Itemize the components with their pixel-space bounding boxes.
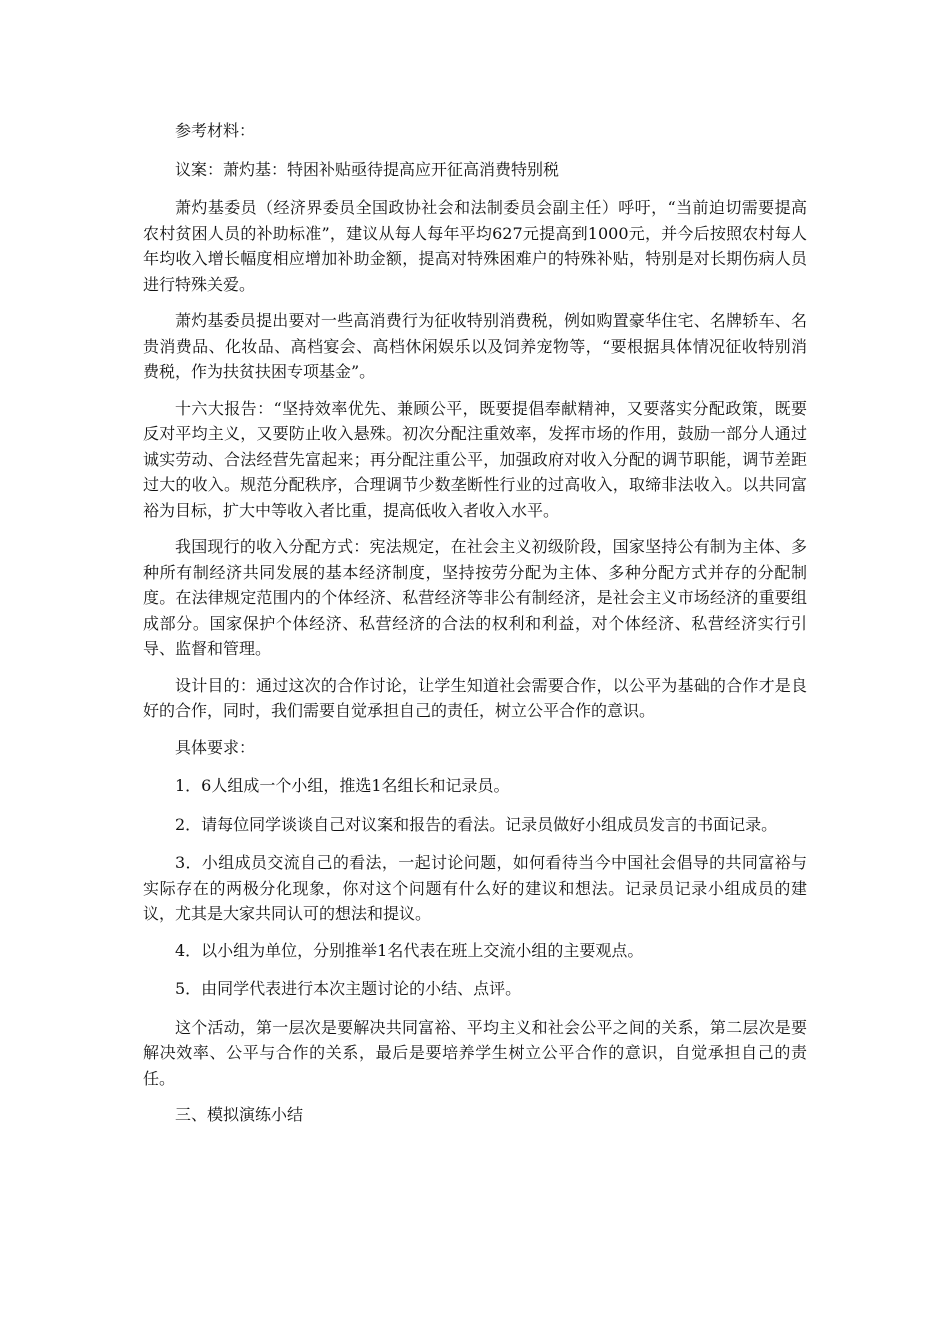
proposal-title: 议案：萧灼基：特困补贴亟待提高应开征高消费特别税: [175, 159, 560, 179]
section-label-reference: 参考材料：: [175, 121, 256, 140]
paragraph-income-distribution: 我国现行的收入分配方式：宪法规定，在社会主义初级阶段，国家坚持公有制为主体、多种所有制经济共同发展的基本经济制度，坚持按劳分配为主体、多种分配方式并存的分配制度。在法律规定范围内的个体经济、私营经济等非公有制经济，是社会主义市场经济的重要组成部分。国家保护个体经济、私营经济的合法的权利和利益，对个体经济、私营经济实行引导、监督和管理。: [143, 537, 807, 658]
paragraph-design-purpose: 设计目的：通过这次的合作讨论，让学生知道社会需要合作，以公平为基础的合作才是良好的合作，同时，我们需要自觉承担自己的责任，树立公平合作的意识。: [143, 675, 807, 720]
paragraph-sixteenth-congress: 十六大报告：“坚持效率优先、兼顾公平，既要提倡奉献精神，又要落实分配政策，既要反对平均主义，又要防止收入悬殊。初次分配注重效率，发挥市场的作用，鼓励一部分人通过诚实劳动、合法经营先富起来；再分配注重公平，加强政府对收入分配的调节职能，调节差距过大的收入。规范分配秩序，合理调节少数垄断性行业的过高收入，取缔非法收入。以共同富裕为目标，扩大中等收入者比重，提高低收入者收入水平。: [143, 398, 807, 520]
requirement-item-2: 2．请每位同学谈谈自己对议案和报告的看法。记录员做好小组成员发言的书面记录。: [175, 814, 778, 834]
requirement-item-4: 4．以小组为单位，分别推举1名代表在班上交流小组的主要观点。: [175, 940, 644, 960]
requirement-item-3: 3．小组成员交流自己的看法，一起讨论问题，如何看待当今中国社会倡导的共同富裕与实际存在的两极分化现象，你对这个问题有什么好的建议和想法。记录员记录小组成员的建议，尤其是大家共同认可的想法和提议。: [143, 853, 807, 923]
section-label-requirements: 具体要求：: [175, 737, 256, 757]
paragraph-activity-summary: 这个活动，第一层次是要解决共同富裕、平均主义和社会公平之间的关系，第二层次是要解决效率、公平与合作的关系，最后是要培养学生树立公平合作的意识，自觉承担自己的责任。: [143, 1017, 807, 1088]
section-heading-simulation-summary: 三、模拟演练小结: [175, 1105, 304, 1124]
requirement-item-5: 5．由同学代表进行本次主题讨论的小结、点评。: [175, 979, 522, 998]
requirement-item-1: 1．6人组成一个小组，推选1名组长和记录员。: [175, 776, 510, 795]
document-body: [143, 118, 807, 1141]
paragraph-xiao-tax: 萧灼基委员提出要对一些高消费行为征收特别消费税，例如购置豪华住宅、名牌轿车、名贵消费品、化妆品、高档宴会、高档休闲娱乐以及饲养宠物等，“要根据具体情况征收特别消费税，作为扶贫扶困专项基金”。: [143, 311, 807, 381]
paragraph-xiao-appeal: 萧灼基委员（经济界委员全国政协社会和法制委员会副主任）呼吁，“当前迫切需要提高农村贫困人员的补助标准”，建议从每人每年平均627元提高到1000元，并今后按照农村每人年均收入增长幅度相应增加补助金额，提高对特殊困难户的特殊补贴，特别是对长期伤病人员进行特殊关爱。: [143, 198, 807, 294]
